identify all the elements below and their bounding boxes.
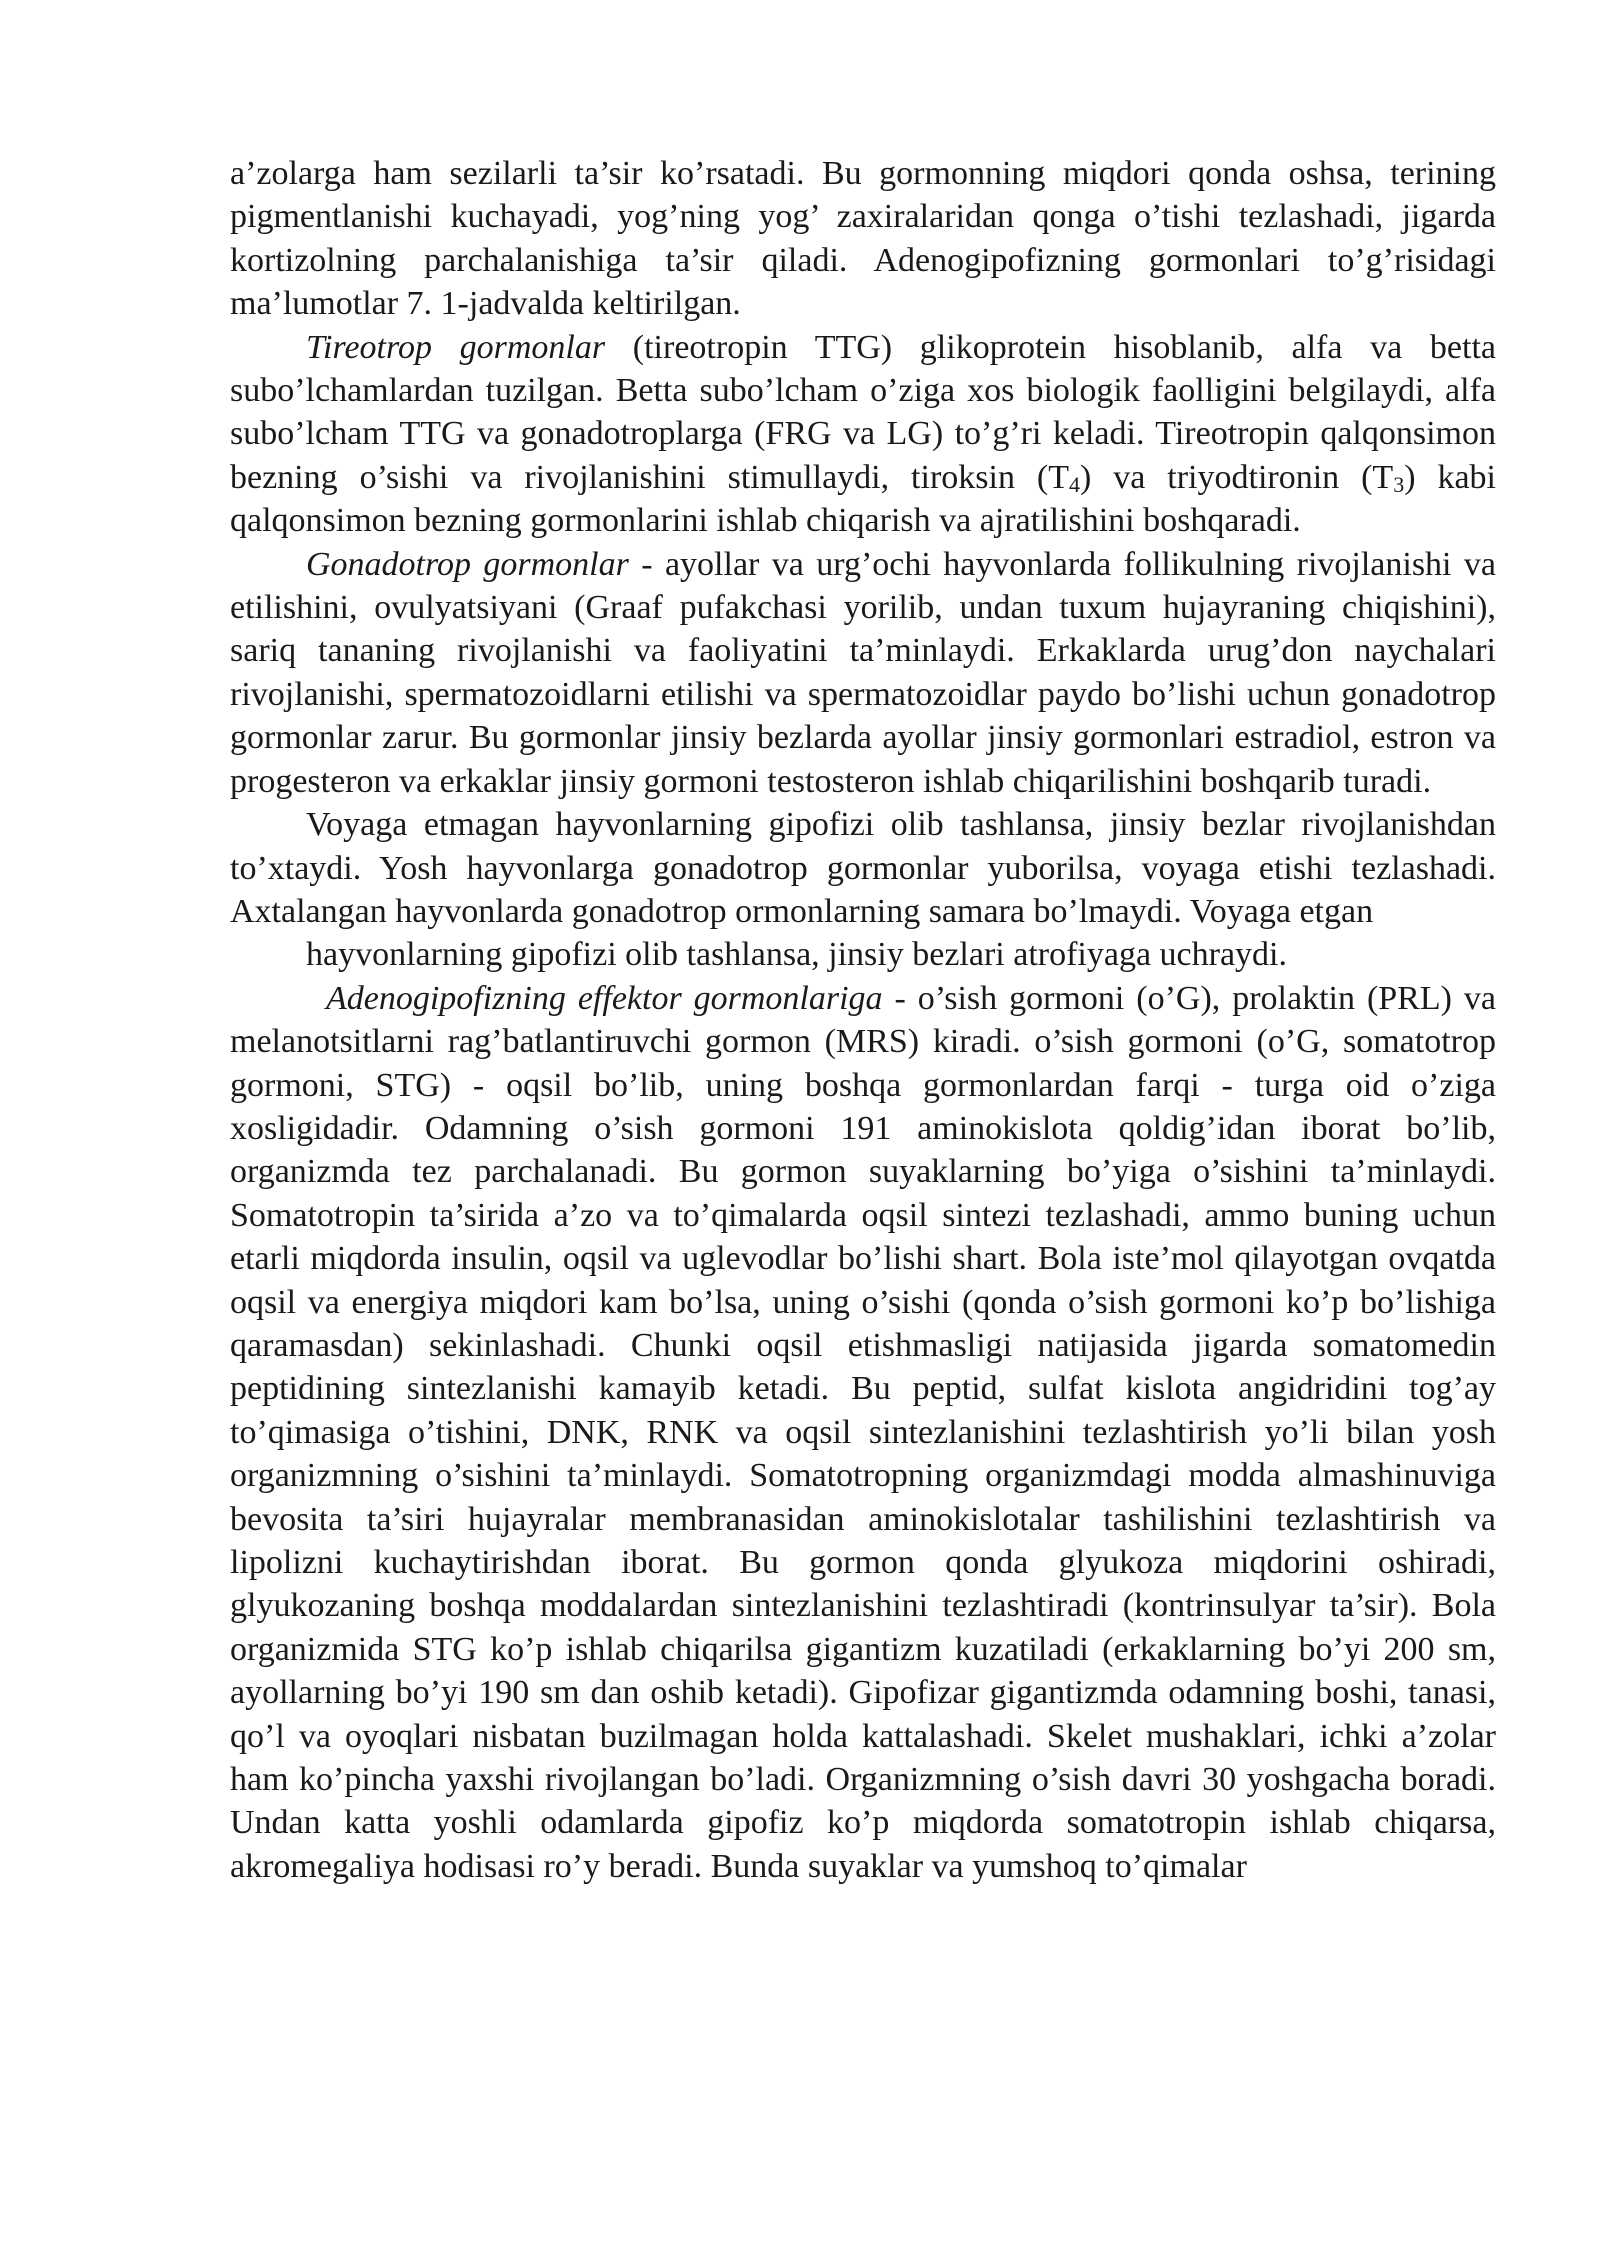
paragraph-gonadotrop-text: - ayollar va urg’ochi hayvonlarda follikulning rivojlanishi va etilishini, ovulyatsiyani (Graaf pufakchasi yorilib, undan tuxum hujayraning chiqishini), sariq tananing rivojlanishi va faoliyatini ta’minlaydi. Erkaklarda urug’don naychalari rivojlanishi, spermatozoidlarni etilishi va spermatozoidlar paydo bo’lishi uchun gonadotrop gormonlar zarur. Bu gormonlar jinsiy bezlarda ayollar jinsiy gormonlari estradiol, estron va progesteron va erkaklar jinsiy gormoni testosteron ishlab chiqarilishini boshqarib turadi. bbox=[230, 545, 1496, 800]
document-page bbox=[230, 152, 1496, 1888]
subscript-t4: 4 bbox=[1068, 471, 1080, 497]
paragraph-effektor-text: - o’sish gormoni (o’G), prolaktin (PRL) va melanotsitlarni rag’batlantiruvchi gormon (MRS) kiradi. o’sish gormoni (o’G, somatotrop gormoni, STG) - oqsil bo’lib, uning boshqa gormonlardan farqi - turga oid o’ziga xosligidadir. Odamning o’sish gormoni 191 aminokislota qoldig’idan iborat bo’lib, organizmda tez parchalanadi. Bu gormon suyaklarning bo’yiga o’sishini ta’minlaydi. Somatotropin ta’sirida a’zo va to’qimalarda oqsil sintezi tezlashadi, ammo buning uchun etarli miqdorda insulin, oqsil va uglevodlar bo’lishi shart. Bola iste’mol qilayotgan ovqatda oqsil va energiya miqdori kam bo’lsa, uning o’sishi (qonda o’sish gormoni ko’p bo’lishiga qaramasdan) sekinlashadi. Chunki oqsil etishmasligi natijasida jigarda somatomedin peptidining sintezlanishi kamayib ketadi. Bu peptid, sulfat kislota angidridini tog’ay to’qimasiga o’tishini, DNK, RNK va oqsil sintezlanishini tezlashtirish yo’li bilan yosh organizmning o’sishini ta’minlaydi. Somatotropning organizmdagi modda almashinuviga bevosita ta’siri hujayralar membranasidan aminokislotalar tashilishini tezlashtirish va lipolizni kuchaytirishdan iborat. Bu gormon qonda glyukoza miqdorini oshiradi, glyukozaning boshqa moddalardan sintezlanishini tezlashtiradi (kontrinsulyar ta’sir). Bola organizmida STG ko’p ishlab chiqarilsa gigantizm kuzatiladi (erkaklarning bo’yi 200 sm, ayollarning bo’yi 190 sm dan oshib ketadi). Gipofizar gigantizmda odamning boshi, tanasi, qo’l va oyoqlari nisbatan buzilmagan holda kattalashadi. Skelet mushaklari, ichki a’zolar ham ko’pincha yaxshi rivojlangan bo’ladi. Organizmning o’sish davri 30 yoshgacha boradi. Undan katta yoshli odamlarda gipofiz ko’p miqdorda somatotropin ishlab chiqarsa, akromegaliya hodisasi ro’y beradi. Bunda suyaklar va yumshoq to’qimalar bbox=[230, 979, 1496, 1885]
paragraph-tireotrop-text-c: ) kabi qalqonsimon bezning gormonlarini ishlab chiqarish va ajratilishini boshqaradi. bbox=[230, 458, 1497, 540]
paragraph-tireotrop bbox=[230, 326, 1496, 543]
term-tireotrop: Tireotrop gormonlar bbox=[306, 328, 606, 366]
paragraph-tireotrop-text-b: ) va triyodtironin (T bbox=[1079, 458, 1394, 496]
paragraph-intro: a’zolarga ham sezilarli ta’sir ko’rsatadi. Bu gormonning miqdori qonda oshsa, terining pigmentlanishi kuchayadi, yog’ning yog’ zaxiralaridan qonga o’tishi tezlashadi, jigarda kortizolning parchalanishiga ta’sir qiladi. Adenogipofizning gormonlari to’g’risidagi ma’lumotlar 7. 1-jadvalda keltirilgan. bbox=[230, 155, 1496, 323]
term-gonadotrop: Gonadotrop gormonlar bbox=[306, 545, 629, 583]
paragraph-gonadotrop bbox=[230, 543, 1496, 803]
term-effektor: Adenogipofizning effektor gormonlariga bbox=[326, 979, 883, 1017]
paragraph-voyaga: Voyaga etmagan hayvonlarning gipofizi olib tashlansa, jinsiy bezlar rivojlanishdan to’xtaydi. Yosh hayvonlarga gonadotrop gormonlar yuborilsa, voyaga etishi tezlashadi. Axtalangan hayvonlarda gonadotrop ormonlarning samara bo’lmaydi. Voyaga etgan bbox=[230, 806, 1496, 930]
paragraph-tireotrop-text-a: (tireotropin TTG) glikoprotein hisoblanib, alfa va betta subo’lchamlardan tuzilgan. Betta subo’lcham o’ziga xos biologik faolligini belgilaydi, alfa subo’lcham TTG va gonadotroplarga (FRG va LG) to’g’ri keladi. Tireotropin qalqonsimon bezning o’sishi va rivojlanishini stimullaydi, tiroksin (T bbox=[230, 328, 1496, 496]
paragraph-effektor bbox=[230, 977, 1496, 1889]
paragraph-atrofiya: hayvonlarning gipofizi olib tashlansa, jinsiy bezlari atrofiyaga uchraydi. bbox=[306, 936, 1287, 974]
subscript-t3: 3 bbox=[1393, 471, 1405, 497]
